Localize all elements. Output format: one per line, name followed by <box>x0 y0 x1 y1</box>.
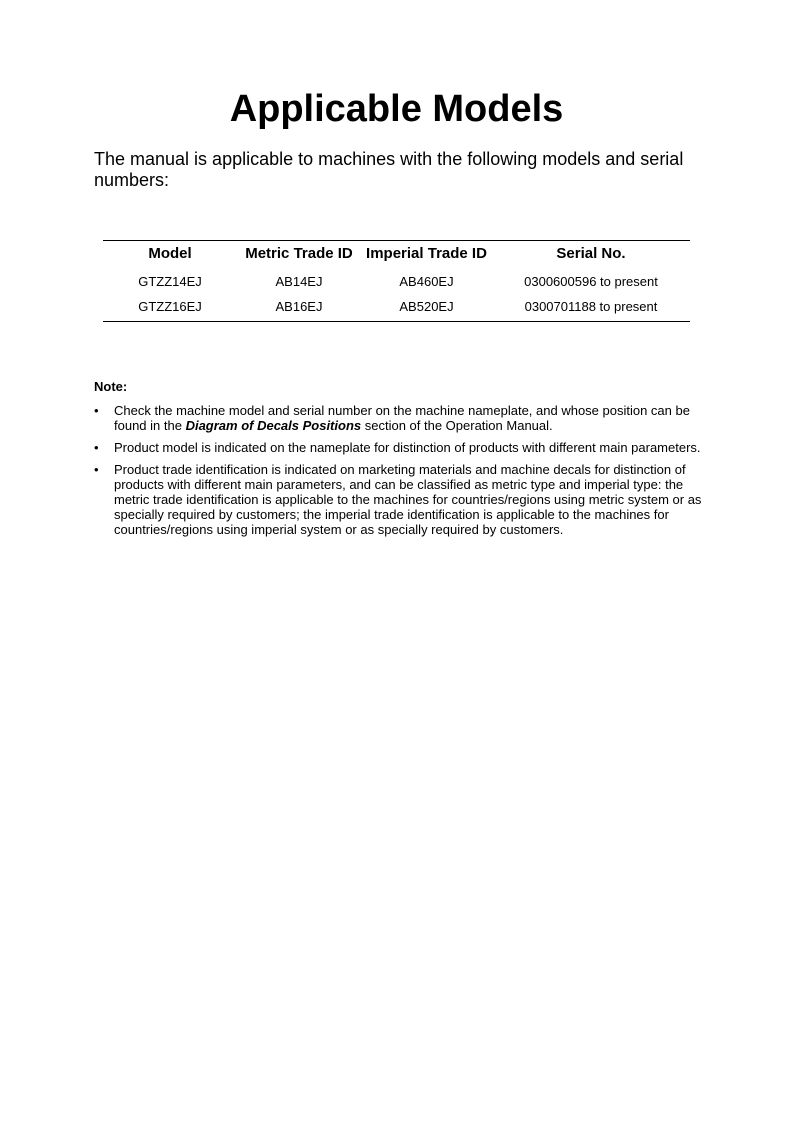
cell-serial-no: 0300701188 to present <box>524 299 658 314</box>
intro-paragraph: The manual is applicable to machines with the following models and serial numbers: <box>94 149 684 190</box>
cell-model: GTZZ16EJ <box>138 299 202 314</box>
list-item <box>94 440 702 455</box>
bullet: • <box>94 440 99 455</box>
note-text: Product model is indicated on the nameplate for distinction of products with different main parameters. <box>114 440 701 455</box>
header-model: Model <box>148 245 192 262</box>
bullet: • <box>94 403 99 418</box>
bullet: • <box>94 462 99 477</box>
list-item <box>94 403 702 433</box>
table-row <box>103 271 690 296</box>
cell-serial-no: 0300600596 to present <box>524 274 658 289</box>
note-label: Note: <box>94 379 128 394</box>
cell-metric-trade-id: AB16EJ <box>275 299 323 314</box>
notes-list <box>94 403 702 544</box>
note-text: section of the Operation Manual. <box>361 418 553 433</box>
header-imperial-trade-id: Imperial Trade ID <box>366 245 487 262</box>
header-serial-no: Serial No. <box>556 245 626 262</box>
cell-metric-trade-id: AB14EJ <box>275 274 323 289</box>
page-title: Applicable Models <box>229 88 564 130</box>
note-text: Product trade identification is indicated on marketing materials and machine decals for distinction of products with different main parameters, and can be classified as metric type and imperial type: the metric trade identification is applicable to the machines for countries/regions using metric system or as specially required by customers; the imperial trade identification is applicable to the machines for countries/regions using imperial system or as specially required by customers. <box>114 462 702 537</box>
cell-imperial-trade-id: AB460EJ <box>399 274 454 289</box>
cell-imperial-trade-id: AB520EJ <box>399 299 454 314</box>
models-table <box>103 240 690 322</box>
list-item <box>94 462 702 537</box>
note-text: Check the machine model and serial number on the machine nameplate, and whose position can be found in the <box>114 403 690 433</box>
header-metric-trade-id: Metric Trade ID <box>245 245 353 262</box>
table-row <box>103 296 690 322</box>
note-emphasis: Diagram of Decals Positions <box>185 418 362 433</box>
table-header-row <box>103 241 690 272</box>
cell-model: GTZZ14EJ <box>138 274 202 289</box>
